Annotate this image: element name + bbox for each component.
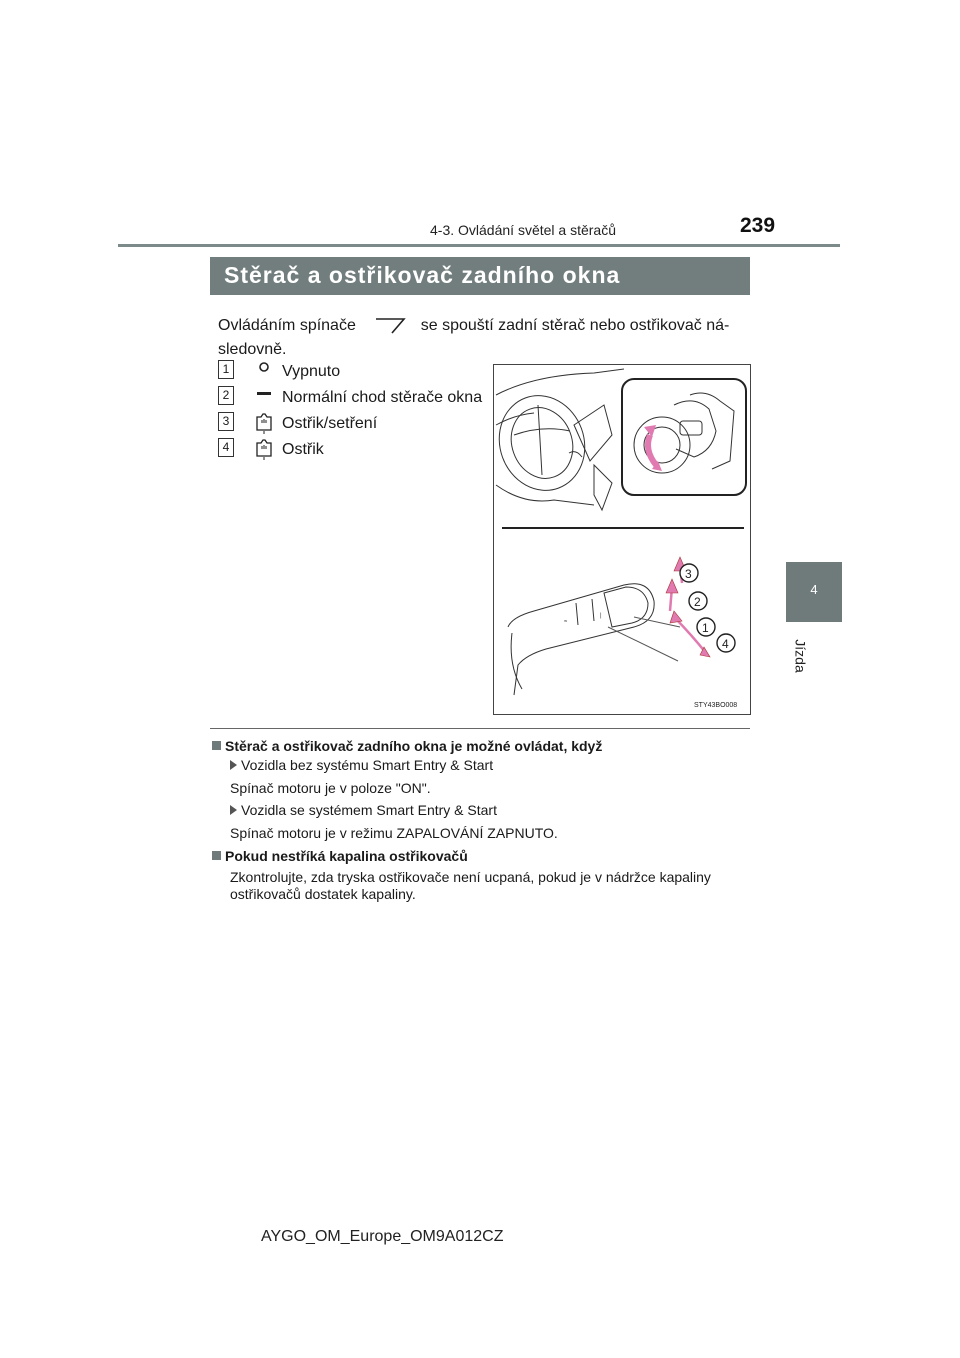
svg-text:2: 2 xyxy=(694,595,701,609)
header-rule xyxy=(118,244,840,247)
svg-text:1: 1 xyxy=(702,621,709,635)
wiper-lever-illustration xyxy=(493,364,751,715)
callout-2 xyxy=(689,592,707,610)
chapter-name: Jízda xyxy=(792,639,809,673)
rear-washer-icon xyxy=(254,412,274,434)
section-title-bar xyxy=(210,257,750,295)
figure-code: STY43BO008 xyxy=(694,702,738,709)
callout-1 xyxy=(697,618,715,636)
wiper-switch-icon xyxy=(360,318,416,334)
note-text: Spínač motoru je v poloze "ON". xyxy=(230,780,431,796)
svg-text:≈: ≈ xyxy=(564,619,568,625)
off-circle-icon xyxy=(254,360,274,380)
dashboard-illustration xyxy=(494,369,624,510)
note-text: ostřikovačů dostatek kapaliny. xyxy=(230,886,416,902)
notes-rule xyxy=(210,728,750,729)
note-heading: Stěrač a ostřikovač zadního okna je možné ovládat, když xyxy=(212,738,602,754)
svg-text:3: 3 xyxy=(685,567,692,581)
note-condition: Vozidla se systémem Smart Entry & Start xyxy=(230,802,497,818)
note-text: Spínač motoru je v režimu ZAPALOVÁNÍ ZAPNUTO. xyxy=(230,825,558,841)
svg-text:|: | xyxy=(600,613,602,619)
callout-4 xyxy=(717,634,735,652)
svg-text:4: 4 xyxy=(722,637,729,651)
rear-washer-icon xyxy=(254,438,274,460)
wiper-lever xyxy=(508,584,680,695)
chapter-tab[interactable] xyxy=(786,562,842,622)
intro-paragraph: Ovládáním spínače se spouští zadní stěrač nebo ostřikovač ná-sledovně. xyxy=(218,317,730,358)
dash-icon xyxy=(254,386,274,406)
note-condition: Vozidla bez systému Smart Entry & Start xyxy=(230,757,493,773)
note-heading: Pokud nestříká kapalina ostřikovačů xyxy=(212,848,468,864)
callout-3 xyxy=(680,564,698,582)
chapter-number: 4 xyxy=(810,582,818,597)
document-footer: AYGO_OM_Europe_OM9A012CZ xyxy=(261,1228,504,1245)
section-title: Stěrač a ostřikovač zadního okna xyxy=(224,262,621,288)
section-reference: 4-3. Ovládání světel a stěračů xyxy=(430,222,616,238)
note-text: Zkontrolujte, zda tryska ostřikovače není ucpaná, pokud je v nádržce kapaliny xyxy=(230,869,711,885)
page-number: 239 xyxy=(740,214,776,237)
